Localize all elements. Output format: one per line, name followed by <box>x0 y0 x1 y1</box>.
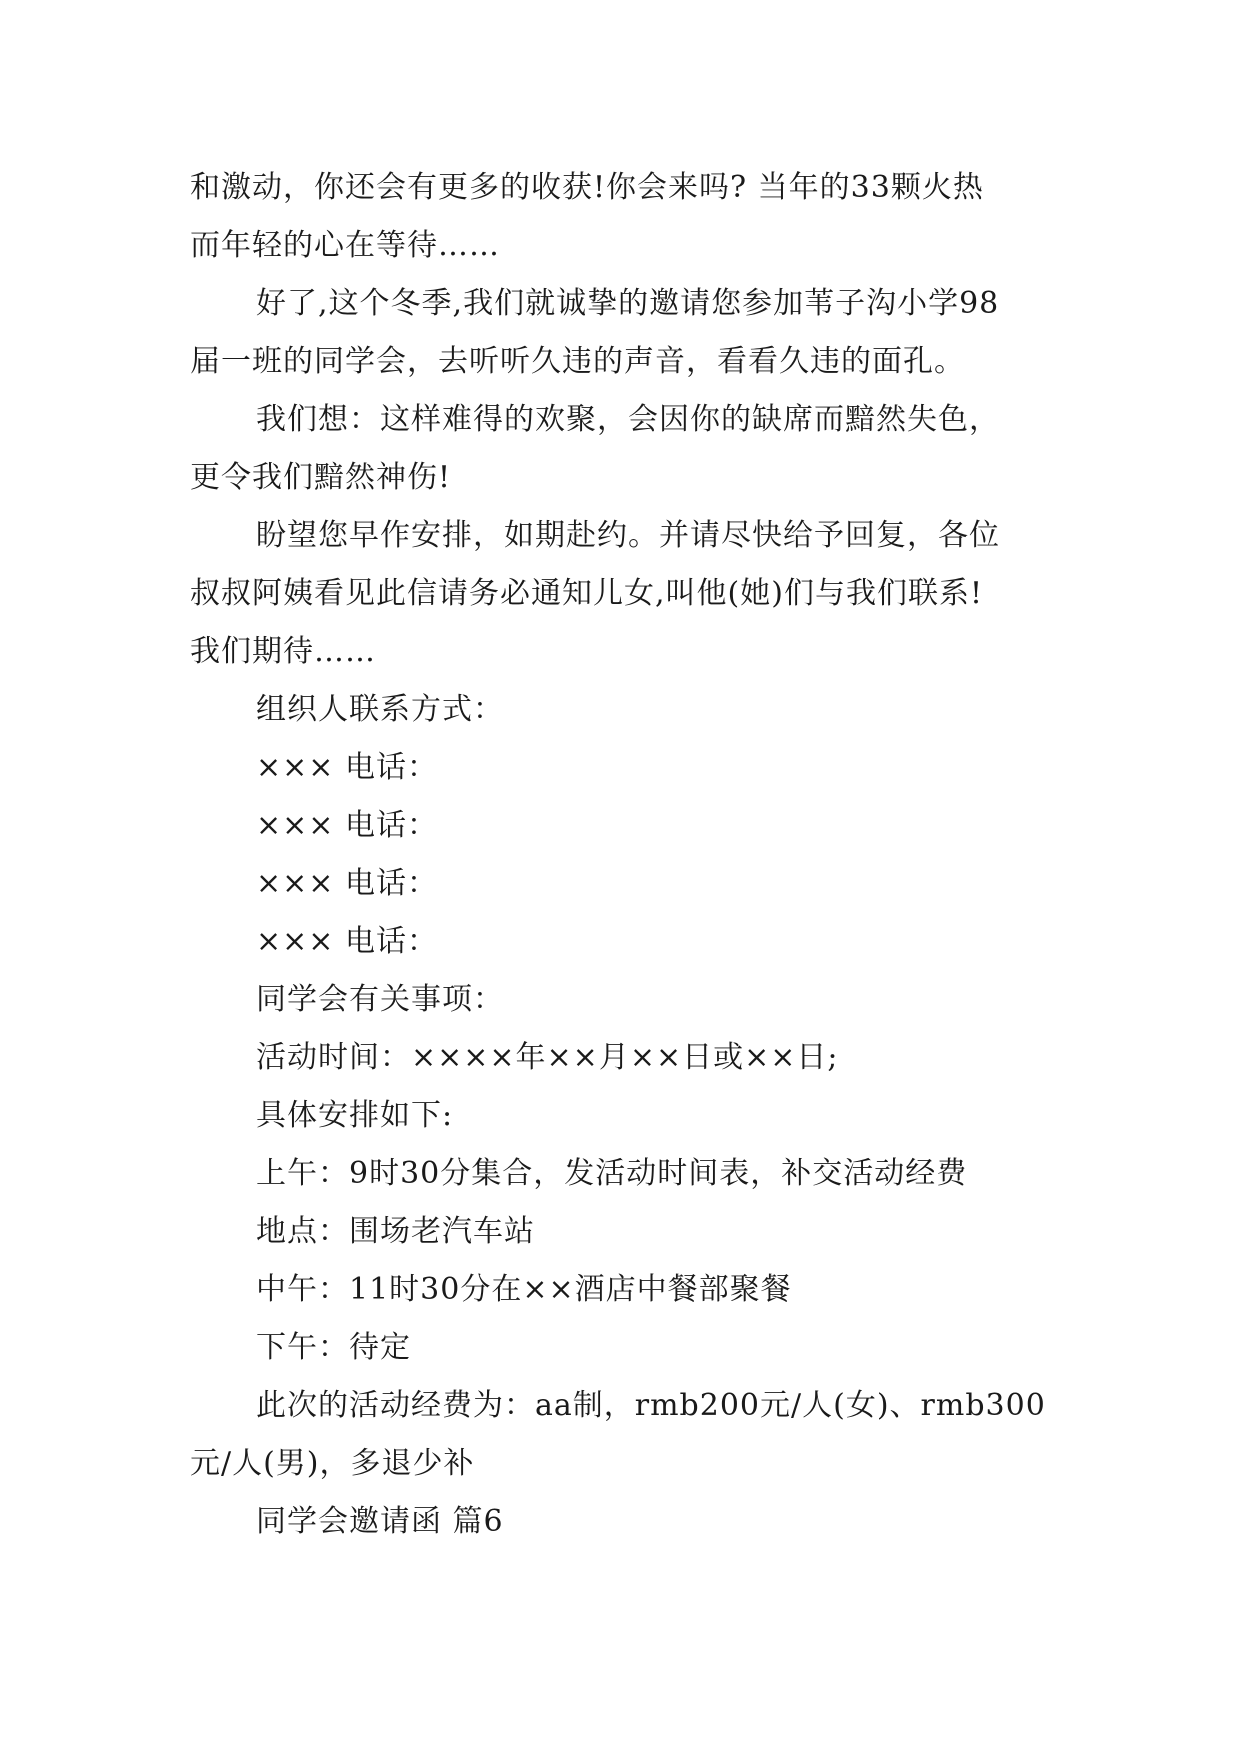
contact-line: ××× 电话： <box>256 924 438 959</box>
text-line: 盼望您早作安排，如期赴约。并请尽快给予回复，各位 <box>256 518 1000 553</box>
matters-heading: 同学会有关事项： <box>256 982 504 1017</box>
text-line: 更令我们黯然神伤! <box>190 460 452 495</box>
contact-line: ××× 电话： <box>256 866 438 901</box>
schedule-morning: 上午：9时30分集合，发活动时间表，补交活动经费 <box>256 1156 968 1191</box>
text-line: 我们期待…… <box>190 634 376 669</box>
text-line: 而年轻的心在等待…… <box>190 228 500 263</box>
text-line: 和激动，你还会有更多的收获!你会来吗? 当年的33颗火热 <box>190 170 984 205</box>
section-title: 同学会邀请函 篇6 <box>256 1504 504 1539</box>
schedule-afternoon: 下午：待定 <box>256 1330 411 1365</box>
text-line: 叔叔阿姨看见此信请务必通知儿女,叫他(她)们与我们联系! <box>190 576 983 611</box>
event-time: 活动时间：××××年××月××日或××日; <box>256 1040 839 1075</box>
contact-heading: 组织人联系方式： <box>256 692 504 727</box>
schedule-heading: 具体安排如下: <box>256 1098 454 1133</box>
fee-line-continued: 元/人(男)，多退少补 <box>190 1446 475 1481</box>
document-body <box>190 159 1060 1551</box>
schedule-location: 地点：围场老汽车站 <box>256 1214 535 1249</box>
text-line: 好了,这个冬季,我们就诚挚的邀请您参加苇子沟小学98 <box>256 286 1000 321</box>
contact-line: ××× 电话： <box>256 808 438 843</box>
text-line: 届一班的同学会，去听听久违的声音，看看久违的面孔。 <box>190 344 965 379</box>
schedule-noon: 中午：11时30分在××酒店中餐部聚餐 <box>256 1272 792 1307</box>
fee-line: 此次的活动经费为：aa制，rmb200元/人(女)、rmb300 <box>256 1388 1046 1423</box>
contact-line: ××× 电话： <box>256 750 438 785</box>
text-line: 我们想：这样难得的欢聚，会因你的缺席而黯然失色， <box>256 402 1000 437</box>
